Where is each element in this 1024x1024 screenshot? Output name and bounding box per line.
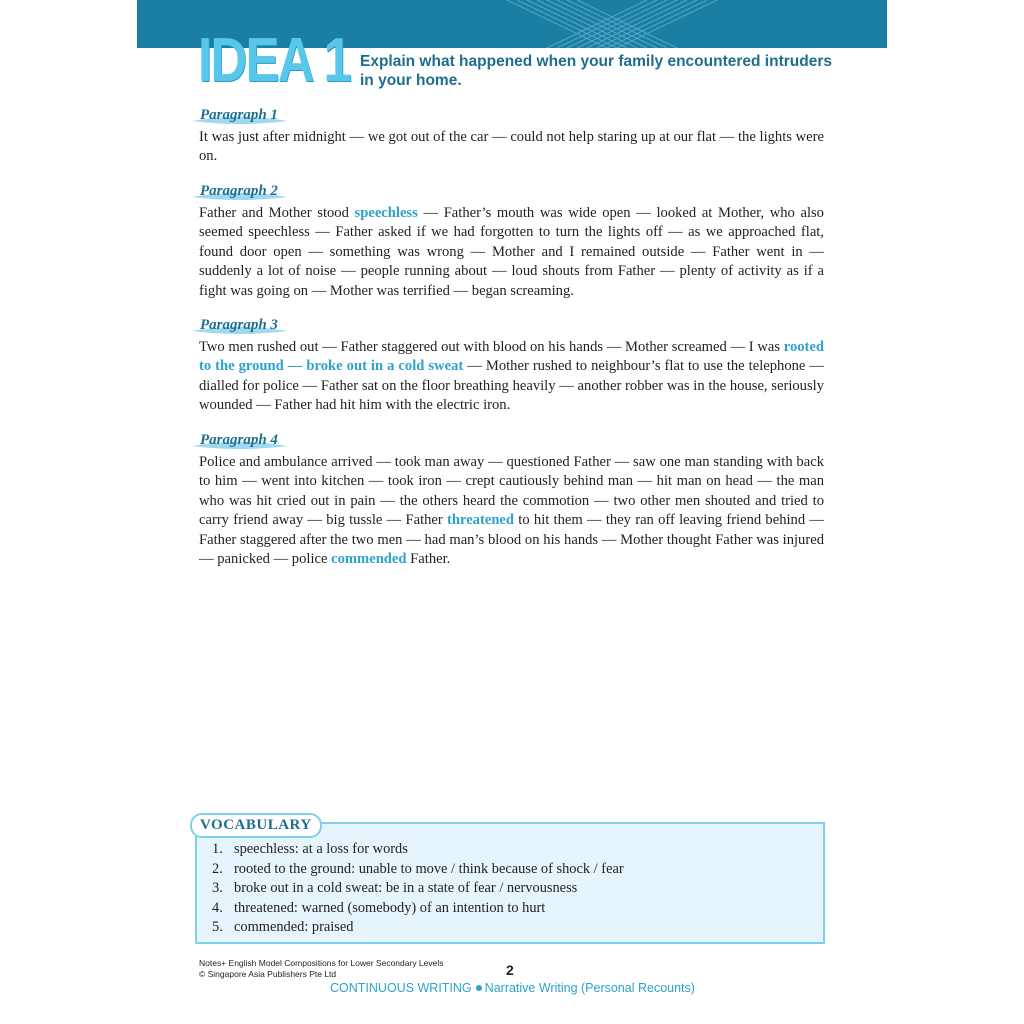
idea-title: IDEA 1 bbox=[198, 26, 351, 95]
vocabulary-title: VOCABULARY bbox=[190, 813, 322, 838]
vocab-highlight: broke out in a cold sweat bbox=[306, 358, 464, 375]
book-title: Notes+ English Model Compositions for Lower Secondary Levels bbox=[199, 958, 444, 968]
vocabulary-item: 5. commended: praised bbox=[212, 919, 354, 935]
vocabulary-item: 1. speechless: at a loss for words bbox=[212, 841, 408, 857]
paragraph-body: Two men rushed out — Father staggered out with blood on his hands — Mother screamed — I was rooted to the ground — broke out in a cold sweat — Mother rushed to neighbour’s flat to use the telephone — dialled for police — Father sat on the floor breathing heavily — another robber was in the house, seriously wounded — Father had hit him with the electric iron. bbox=[199, 339, 824, 414]
idea-question: Explain what happened when your family encountered intruders in your home. bbox=[360, 53, 832, 89]
paragraph-body: Father and Mother stood speechless — Father’s mouth was wide open — looked at Mother, who also seemed speechless — Father asked if we had forgotten to turn the lights off — as we approached flat, found door open — something was wrong — Mother and I remained outside — Father went in — suddenly a lot of noise — people running about — loud shouts from Father — plenty of activity as if a fight was going on — Mother was terrified — began screaming. bbox=[199, 205, 824, 299]
footer-section bbox=[330, 981, 695, 995]
bullet-dot-icon bbox=[476, 985, 482, 991]
vocab-highlight: threatened bbox=[447, 512, 515, 529]
paragraph-heading: Paragraph 2 bbox=[190, 182, 278, 204]
vocabulary-item: 2. rooted to the ground: unable to move / think because of shock / fear bbox=[212, 860, 624, 877]
subsection-name: Narrative Writing (Personal Recounts) bbox=[484, 981, 695, 995]
vocabulary-list bbox=[212, 840, 624, 938]
vocabulary-item: 3. broke out in a cold sweat: be in a state of fear / nervousness bbox=[212, 880, 578, 896]
paragraph-heading: Paragraph 1 bbox=[190, 106, 278, 128]
vocab-highlight: rooted to the ground bbox=[199, 339, 824, 375]
paragraph-body: It was just after midnight — we got out of the car — could not help staring up at our flat — the lights were on. bbox=[199, 129, 824, 165]
paragraph-body: Police and ambulance arrived — took man away — questioned Father — saw one man standing with back to him — went into kitchen — took iron — crept cautiously behind man — hit man on head — the man who was hit cried out in pain — the others heard the commotion — two other men shouted and tried to carry friend away — big tussle — Father threatened to hit them — they ran off leaving friend behind — Father staggered after the two men — had man’s blood on his hands — Mother thought Father was injured — panicked — police commended Father. bbox=[199, 454, 824, 568]
paragraph-heading: Paragraph 4 bbox=[190, 431, 278, 453]
vocab-highlight: speechless bbox=[354, 205, 418, 221]
paragraph-heading: Paragraph 3 bbox=[190, 316, 278, 338]
section-name: CONTINUOUS WRITING bbox=[330, 981, 472, 995]
page-number: 2 bbox=[506, 962, 514, 978]
footer-book-info bbox=[199, 958, 444, 980]
vocabulary-item: 4. threatened: warned (somebody) of an intention to hurt bbox=[212, 899, 546, 916]
vocab-highlight: commended bbox=[331, 551, 407, 568]
copyright: © Singapore Asia Publishers Pte Ltd bbox=[199, 969, 337, 979]
